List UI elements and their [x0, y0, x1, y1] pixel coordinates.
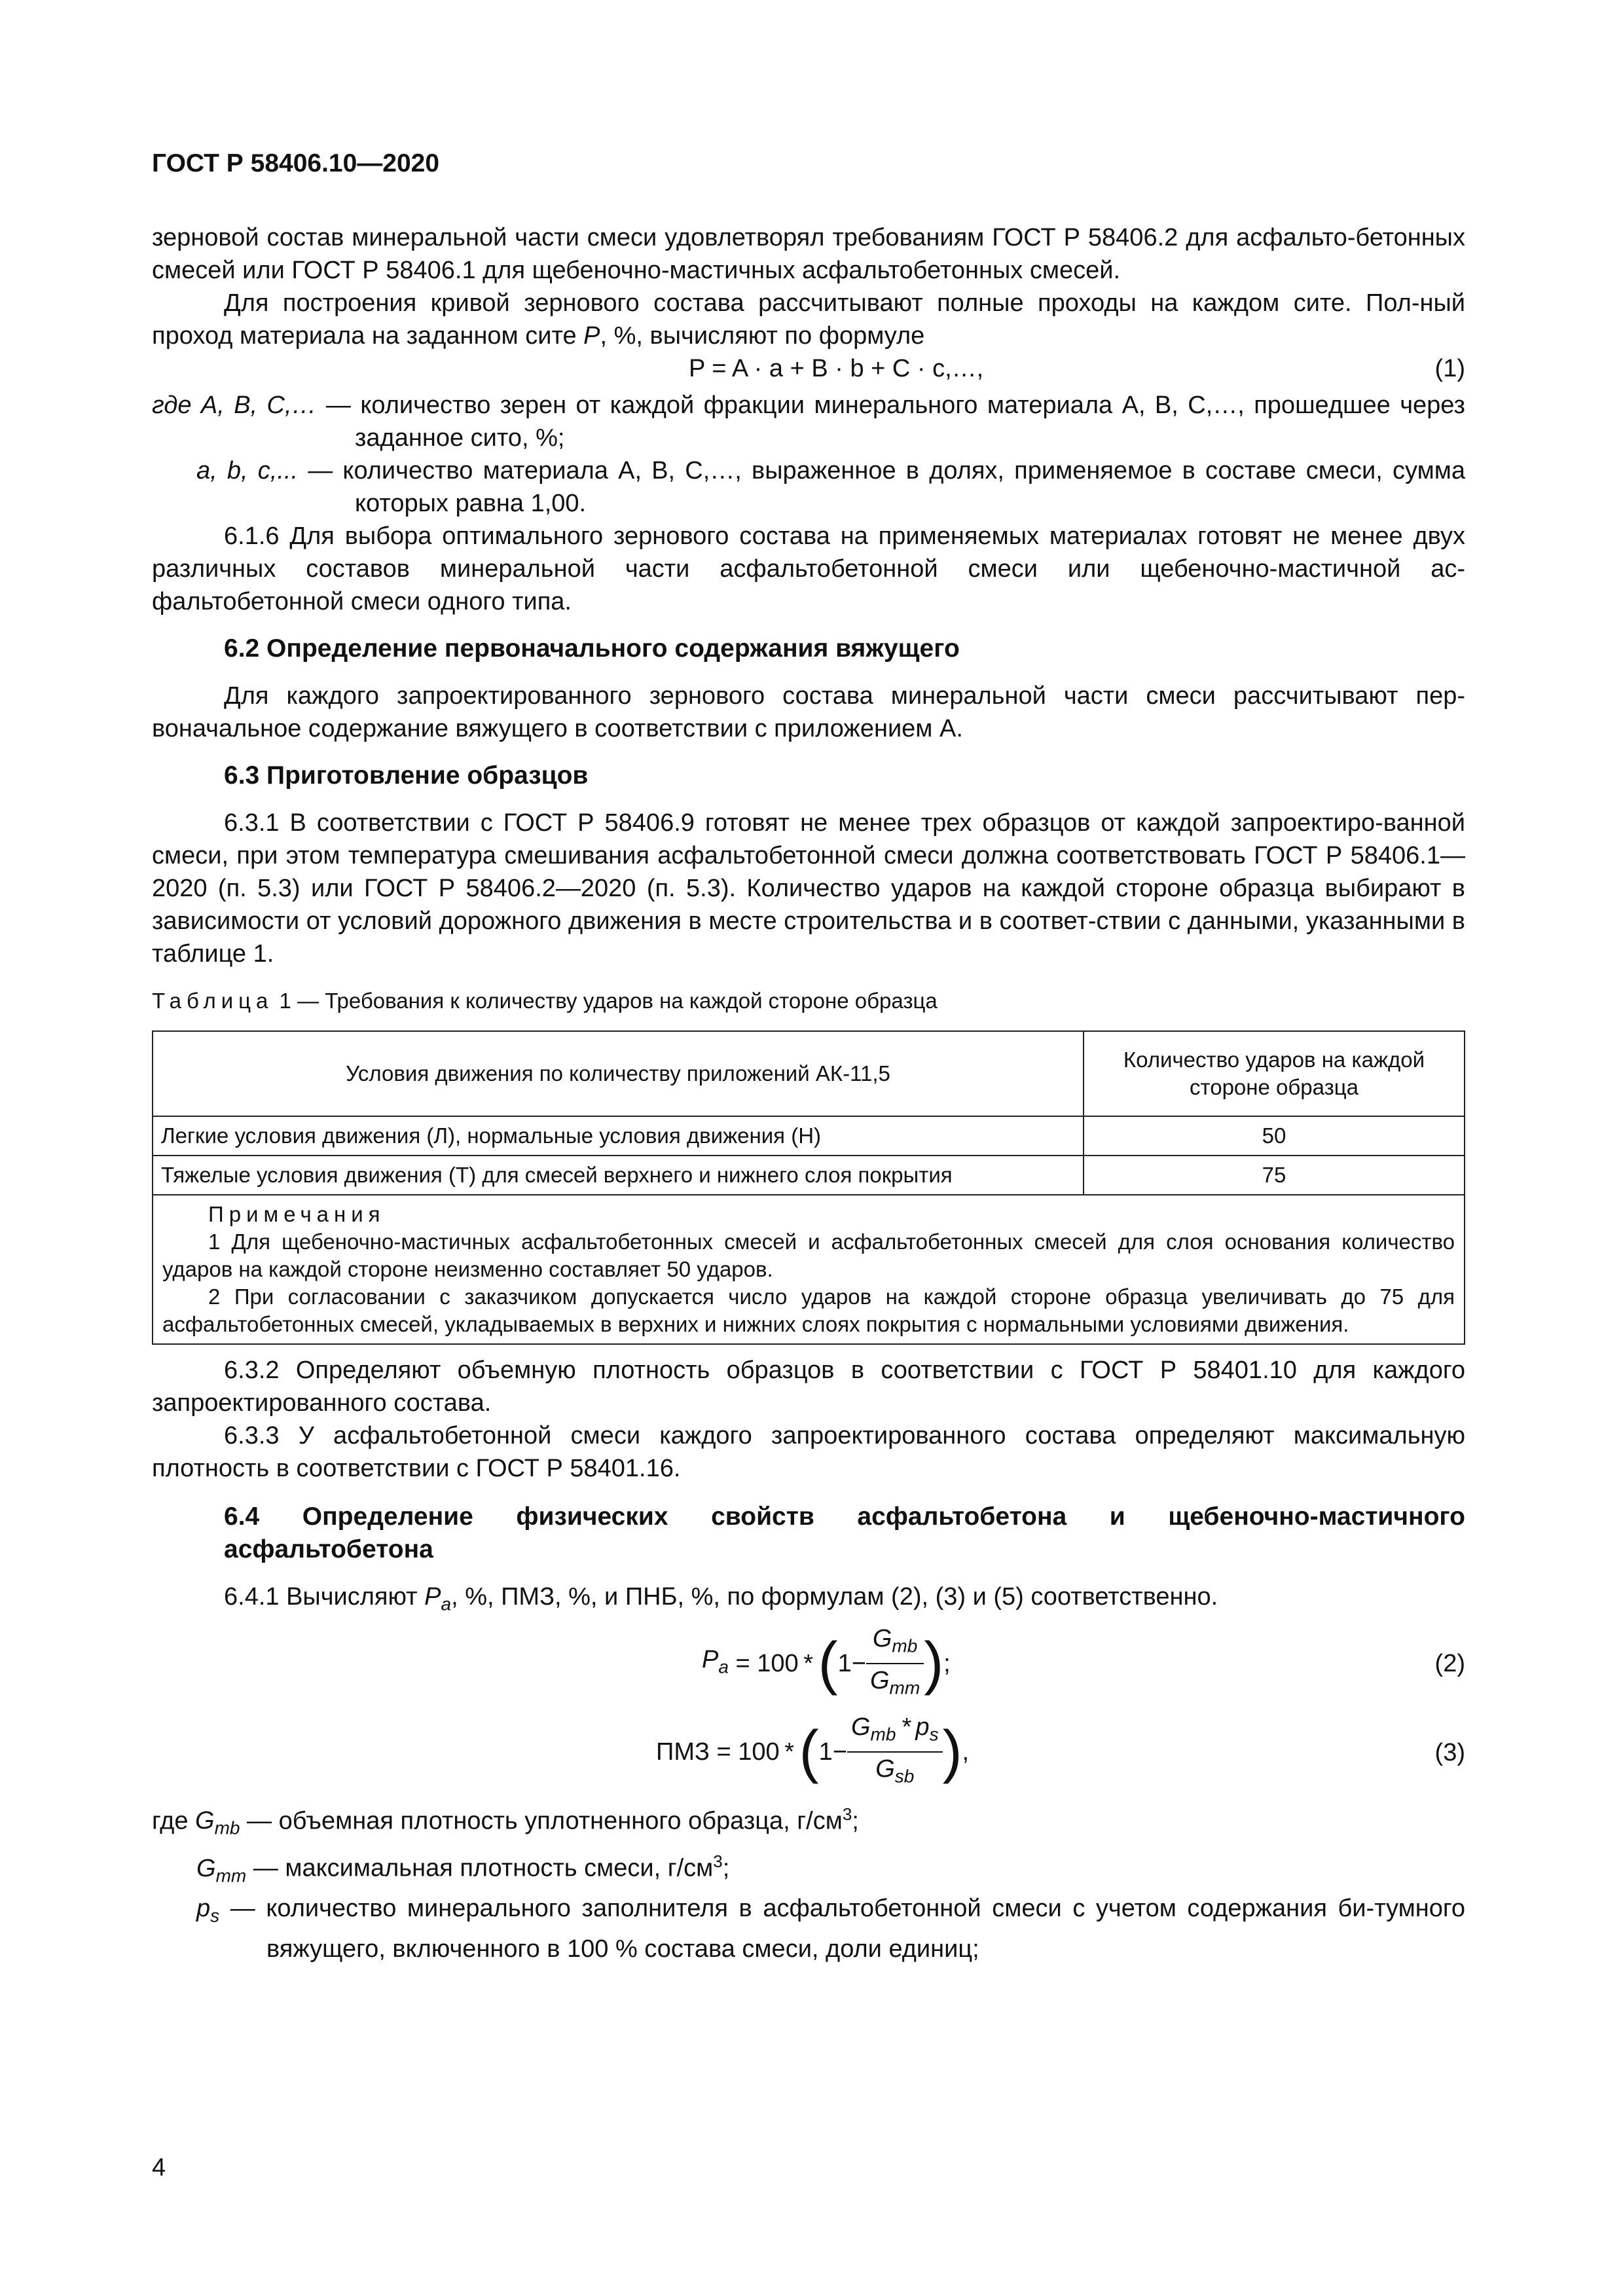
note-1: 1 Для щебеночно-мастичных асфальтобетонных смесей и асфальтобетонных смесей для слоя основания количество ударов на каждой стороне неизменно составляет 50 ударов.	[162, 1230, 1455, 1281]
note-2: 2 При согласовании с заказчиком допускается число ударов на каждой стороне образца увеличивать до 75 для асфальтобетонных смесей, укладываемых в верхних и нижних слоях покрытия с нормальными условиями движения.	[162, 1285, 1455, 1336]
heading-6-2: 6.2 Определение первоначального содержания вяжущего	[224, 634, 960, 663]
formula-3-lhs: ПМЗ	[656, 1738, 710, 1766]
table-header-conditions: Условия движения по количеству приложений АК-11,5	[153, 1031, 1084, 1116]
definition-gmb: где $G_{mb}$ — объемная плотность уплотненного образца, $г/см^3$;	[152, 1804, 859, 1838]
paragraph-6-2: Для каждого запроектированного зернового состава минеральной части смеси рассчитывают пер-воначальное содержание вяжущего в соответствии с приложением А.	[152, 682, 1465, 742]
paragraph-curve: Для построения кривой зернового состава рассчитывают полные проходы на каждом сите. Пол-ный проход материала на заданном сите P, %, вычисляют по формуле	[152, 289, 1465, 350]
formula-1-body: P = A · a + B · b + C · c,…,	[689, 355, 984, 382]
paragraph-6-3-3: 6.3.3 У асфальтобетонной смеси каждого запроектированного состава определяют максимальную плотность в соответствии с ГОСТ Р 58401.16.	[152, 1422, 1465, 1482]
formula-2-body: $P_a$ = 100 * ( 1− $\frac{G_{mb}}{G_{mm}}$ ) ;	[702, 1621, 951, 1706]
heading-6-4: 6.4 Определение физических свойств асфальтобетона и щебеночно-мастичного асфальтобетона	[224, 1503, 1465, 1563]
notes-title: Примечания	[208, 1202, 386, 1226]
table-row	[153, 1156, 1465, 1195]
page-number: 4	[152, 2154, 166, 2181]
formula-3	[152, 1706, 1465, 1798]
paragraph-6-1-6: 6.1.6 Для выбора оптимального зернового состава на применяемых материалах готовят не менее двух различных составов минеральной части асфальтобетонной смеси или щебеночно-мастичной ас-фальтобетонной смеси одного типа.	[152, 522, 1465, 615]
definition-ps: $p_s$ — количество минерального заполнителя в асфальтобетонной смеси с учетом содержания би-тумного вяжущего, включенного в 100 % состава смеси, доли единиц;	[196, 1895, 1465, 1963]
formula-2	[152, 1621, 1465, 1706]
table-cell-blows: 75	[1084, 1156, 1465, 1195]
where-definition-1: где A, B, C,… — количество зерен от каждой фракции минерального материала A, B, C,…, прошедшее через заданное сито, %;	[152, 392, 1465, 452]
table-header-blows: Количество ударов на каждой стороне образца	[1084, 1031, 1465, 1116]
table-cell-blows: 50	[1084, 1116, 1465, 1156]
formula-1	[152, 352, 1465, 389]
formula-1-number: (1)	[1434, 355, 1465, 382]
paragraph-continuation: зерновой состав минеральной части смеси удовлетворял требованиям ГОСТ Р 58406.2 для асфальто-бетонных смесей или ГОСТ Р 58406.1 для щебеночно-мастичных асфальтобетонных смесей.	[152, 224, 1465, 284]
formula-3-body: ПМЗ = 100 * ( 1− $\frac{G_{mb} * p_s}{G_{sb}}$ ) ,	[656, 1706, 969, 1798]
paragraph-6-3-2: 6.3.2 Определяют объемную плотность образцов в соответствии с ГОСТ Р 58401.10 для каждого запроектированного состава.	[152, 1357, 1465, 1417]
table-1	[152, 1030, 1465, 1345]
definition-gmm: $G_{mm}$ — максимальная плотность смеси, $г/см^3$;	[196, 1851, 730, 1886]
paragraph-6-4-1: 6.4.1 Вычисляют $P_a$, %, ПМЗ, %, и ПНБ, %, по формулам (2), (3) и (5) соответственно.	[224, 1583, 1218, 1614]
heading-6-3: 6.3 Приготовление образцов	[224, 761, 589, 790]
table-caption: Таблица 1 — Требования к количеству ударов на каждой стороне образца	[152, 989, 938, 1013]
table-notes	[153, 1195, 1465, 1344]
text-block-top	[152, 221, 1465, 1965]
table-cell-condition: Тяжелые условия движения (Т) для смесей верхнего и нижнего слоя покрытия	[153, 1156, 1084, 1195]
running-header: ГОСТ Р 58406.10—2020	[152, 149, 440, 177]
formula-2-number: (2)	[1434, 1649, 1465, 1677]
formula-3-number: (3)	[1434, 1738, 1465, 1766]
table-cell-condition: Легкие условия движения (Л), нормальные условия движения (Н)	[153, 1116, 1084, 1156]
paragraph-6-3-1: 6.3.1 В соответствии с ГОСТ Р 58406.9 готовят не менее трех образцов от каждой запроектиро-ванной смеси, при этом температура смешивания асфальтобетонной смеси должна соответствовать ГОСТ Р 58406.1—2020 (п. 5.3) или ГОСТ Р 58406.2—2020 (п. 5.3). Количество ударов на каждой стороне образца выбирают в зависимости от условий дорожного движения в месте строительства и в соответ-ствии с данными, указанными в таблице 1.	[152, 809, 1465, 968]
table-row	[153, 1116, 1465, 1156]
where-definition-2: a, b, c,... — количество материала A, B, C,…, выраженное в долях, применяемое в составе смеси, сумма которых равна 1,00.	[196, 457, 1465, 517]
